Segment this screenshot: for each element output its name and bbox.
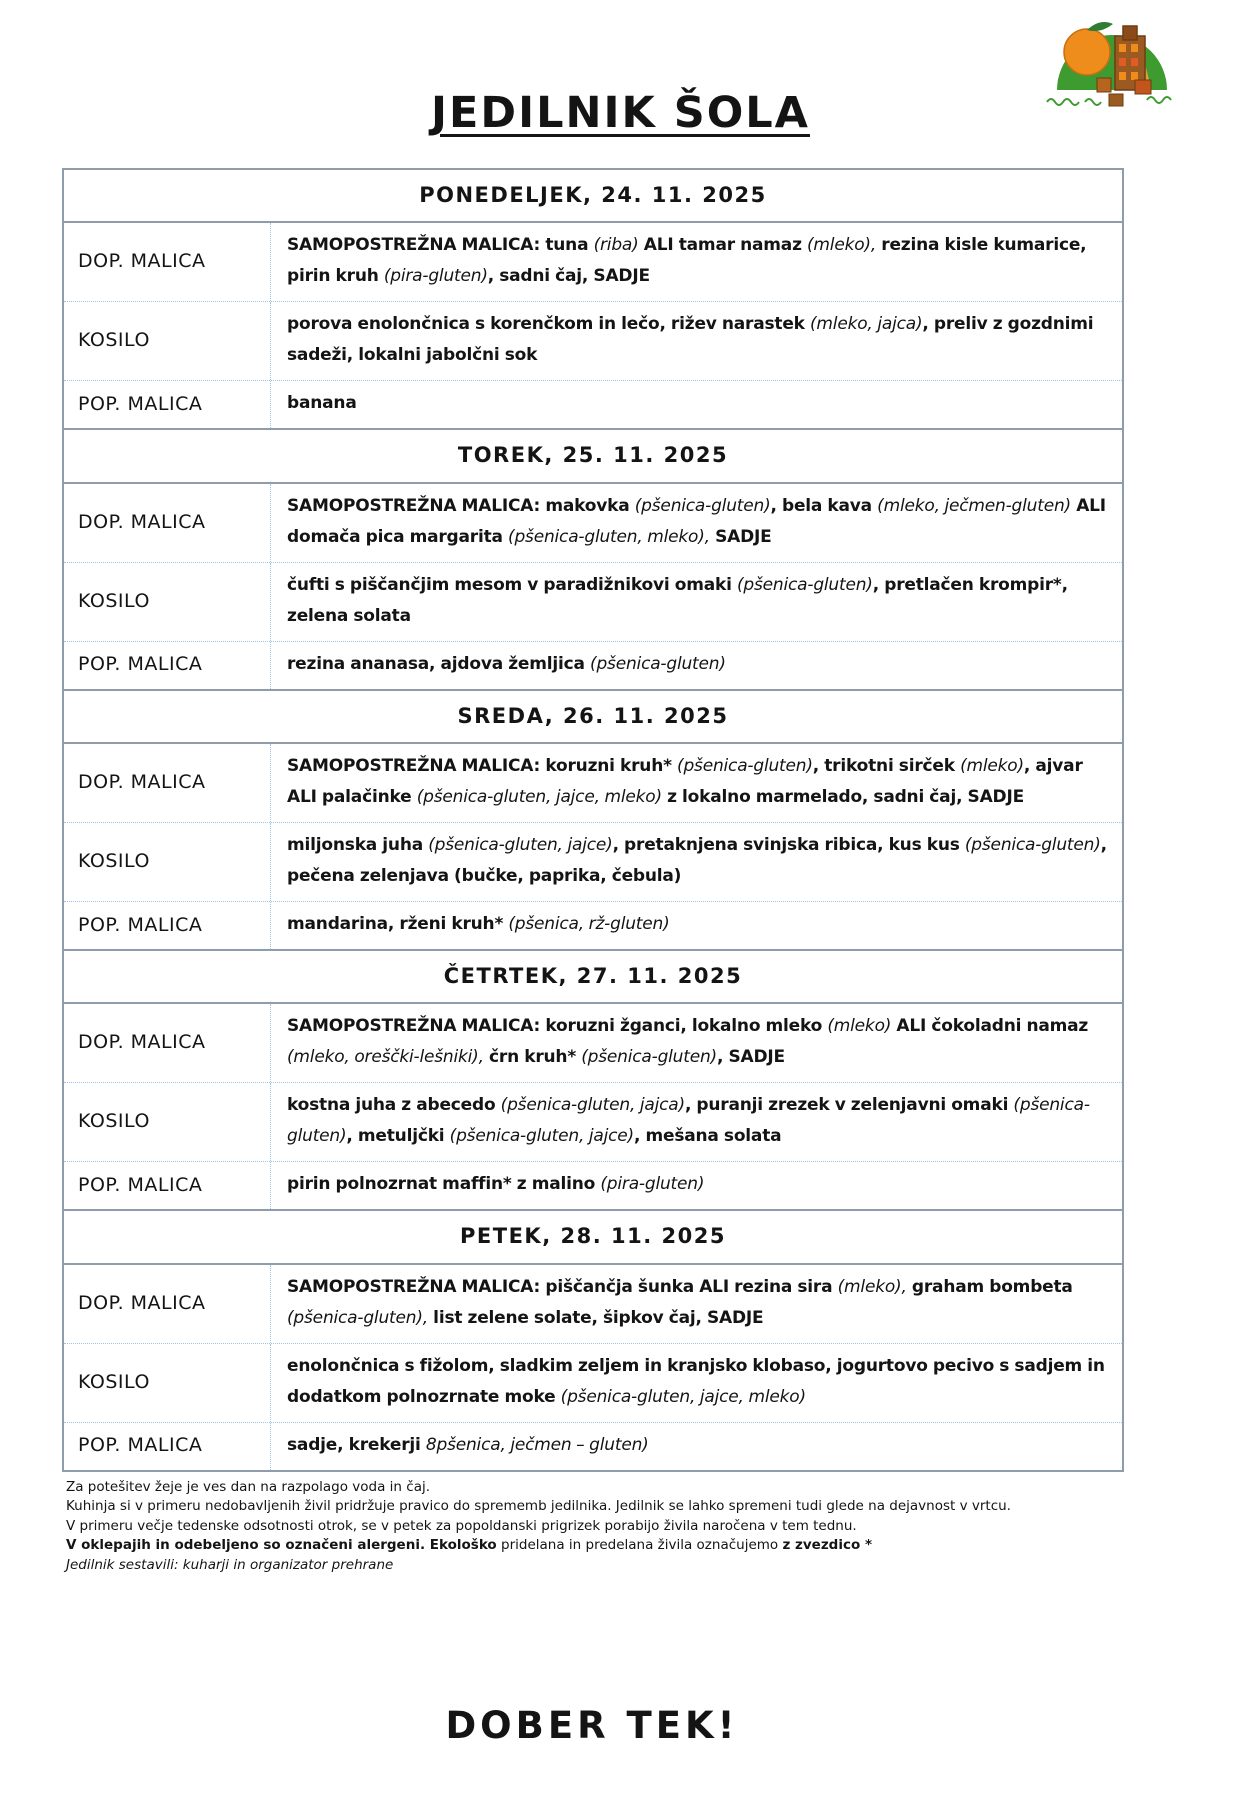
text-segment: V oklepajih in odebeljeno so označeni alergeni. Ekološko bbox=[66, 1537, 497, 1554]
text-segment: (mleko) bbox=[960, 756, 1024, 777]
menu-row bbox=[64, 484, 1122, 562]
text-segment: (mleko) bbox=[827, 1016, 892, 1037]
text-segment: (pšenica-gluten, jajca) bbox=[500, 1095, 685, 1116]
text-segment: , puranji zrezek v zelenjavni omaki bbox=[684, 1095, 1014, 1116]
text-segment: (pšenica, rž-gluten) bbox=[508, 914, 670, 935]
menu-row bbox=[64, 1082, 1122, 1161]
meal-description bbox=[271, 642, 1122, 689]
meal-description bbox=[271, 1004, 1122, 1082]
meal-label: KOSILO bbox=[64, 1083, 271, 1161]
text-segment: , bela kava bbox=[770, 495, 878, 516]
menu-row bbox=[64, 901, 1122, 949]
day-header: SREDA, 26. 11. 2025 bbox=[64, 689, 1122, 744]
text-segment: (mleko, jajca) bbox=[810, 314, 923, 335]
text-segment: (pšenica-gluten, jajce, mleko) bbox=[560, 1386, 806, 1407]
text-segment: čufti s piščančjim mesom v paradižnikovi omaki bbox=[287, 574, 737, 595]
meal-label: KOSILO bbox=[64, 302, 271, 380]
text-segment: (pšenica-gluten) bbox=[677, 756, 813, 777]
text-segment: pirin polnozrnat maffin* z malino bbox=[287, 1174, 601, 1195]
text-segment: (mleko, oreščki-lešniki), bbox=[287, 1047, 484, 1068]
text-segment: graham bombeta bbox=[906, 1276, 1073, 1297]
menu-row bbox=[64, 744, 1122, 822]
meal-label: DOP. MALICA bbox=[64, 1004, 271, 1082]
text-segment: , mešana solata bbox=[634, 1126, 782, 1147]
text-segment: 8pšenica, ječmen – gluten) bbox=[425, 1434, 649, 1455]
text-segment: (mleko), bbox=[807, 235, 877, 256]
menu-row bbox=[64, 223, 1122, 301]
text-segment: pridelana in predelana živila označujemo bbox=[496, 1537, 783, 1554]
menu-row bbox=[64, 562, 1122, 641]
day-block bbox=[64, 428, 1122, 688]
text-segment: SAMOPOSTREŽNA MALICA: koruzni žganci, lokalno mleko bbox=[287, 1016, 828, 1037]
meal-description bbox=[271, 1083, 1122, 1161]
text-segment: (pšenica-gluten) bbox=[581, 1047, 717, 1068]
meal-label: DOP. MALICA bbox=[64, 223, 271, 301]
day-block bbox=[64, 1209, 1122, 1469]
menu-row bbox=[64, 1161, 1122, 1209]
text-segment: z zvezdico * bbox=[782, 1537, 873, 1554]
meal-label: KOSILO bbox=[64, 563, 271, 641]
text-segment: (pšenica-gluten, mleko), bbox=[508, 526, 710, 547]
meal-label: POP. MALICA bbox=[64, 902, 271, 949]
footer-note-line bbox=[66, 1478, 1126, 1498]
meal-label: POP. MALICA bbox=[64, 1423, 271, 1470]
text-segment: (pšenica-gluten), bbox=[287, 1307, 428, 1328]
text-segment: , pretaknjena svinjska ribica, kus kus bbox=[612, 835, 965, 856]
menu-table bbox=[62, 168, 1124, 1472]
text-segment: (mleko), bbox=[837, 1276, 907, 1297]
text-segment: sadje, krekerji bbox=[287, 1434, 426, 1455]
page-title: JEDILNIK ŠOLA bbox=[431, 88, 810, 138]
menu-row bbox=[64, 822, 1122, 901]
text-segment: (pšenica-gluten) bbox=[634, 495, 771, 516]
text-segment: , sadni čaj, SADJE bbox=[487, 266, 650, 287]
text-segment: z lokalno marmelado, sadni čaj, SADJE bbox=[661, 787, 1025, 808]
day-header: PETEK, 28. 11. 2025 bbox=[64, 1209, 1122, 1264]
menu-row bbox=[64, 1343, 1122, 1422]
school-logo bbox=[1039, 14, 1183, 112]
menu-row bbox=[64, 1004, 1122, 1082]
text-segment: SAMOPOSTREŽNA MALICA: piščančja šunka ALI rezina sira bbox=[287, 1276, 838, 1297]
meal-label: POP. MALICA bbox=[64, 381, 271, 428]
meal-description bbox=[271, 1162, 1122, 1209]
meal-label: DOP. MALICA bbox=[64, 1265, 271, 1343]
text-segment: kostna juha z abecedo bbox=[287, 1095, 501, 1116]
text-segment: , ajvar ALI palačinke bbox=[287, 756, 1083, 808]
text-segment: V primeru večje tedenske odsotnosti otrok, se v petek za popoldanski prigrizek porabijo živila naročena v tem tednu. bbox=[66, 1517, 857, 1534]
text-segment: ALI domača pica margarita bbox=[287, 495, 1106, 547]
text-segment: ALI tamar namaz bbox=[638, 235, 807, 256]
text-segment: SAMOPOSTREŽNA MALICA: koruzni kruh* bbox=[287, 756, 678, 777]
meal-description bbox=[271, 902, 1122, 949]
meal-description bbox=[271, 484, 1122, 562]
text-segment: SAMOPOSTREŽNA MALICA: tuna bbox=[287, 235, 594, 256]
text-segment: , trikotni sirček bbox=[812, 756, 961, 777]
meal-label: POP. MALICA bbox=[64, 1162, 271, 1209]
text-segment: Za potešitev žeje je ves dan na razpolago voda in čaj. bbox=[66, 1478, 431, 1495]
meal-description bbox=[271, 823, 1122, 901]
text-segment: SAMOPOSTREŽNA MALICA: makovka bbox=[287, 495, 635, 516]
meal-description bbox=[271, 1344, 1122, 1422]
bon-appetit-text: DOBER TEK! bbox=[445, 1703, 739, 1747]
menu-row bbox=[64, 1265, 1122, 1343]
text-segment: miljonska juha bbox=[287, 835, 429, 856]
meal-description bbox=[271, 302, 1122, 380]
text-segment: Kuhinja si v primeru nedobavljenih živil pridržuje pravico do sprememb jedilnika. Jedilnik se lahko spremeni tudi glede na dejavnost v vrtcu. bbox=[66, 1498, 1011, 1515]
meal-description bbox=[271, 1265, 1122, 1343]
day-block bbox=[64, 949, 1122, 1209]
meal-description bbox=[271, 1423, 1122, 1470]
text-segment: (pšenica-gluten) bbox=[736, 574, 873, 595]
text-segment: , pečena zelenjava (bučke, paprika, čebula) bbox=[287, 835, 1107, 887]
footer-notes bbox=[66, 1478, 1126, 1576]
meal-description bbox=[271, 563, 1122, 641]
text-segment: , preliv z gozdnimi sadeži, lokalni jabolčni sok bbox=[287, 314, 1094, 366]
text-segment: črn kruh* bbox=[483, 1047, 582, 1068]
menu-row bbox=[64, 380, 1122, 428]
text-segment: (pšenica-gluten, jajce) bbox=[428, 835, 613, 856]
text-segment: rezina ananasa, ajdova žemljica bbox=[287, 653, 591, 674]
text-segment: (pšenica-gluten, jajce, mleko) bbox=[416, 787, 662, 808]
menu-row bbox=[64, 301, 1122, 380]
footer-note-line bbox=[66, 1497, 1126, 1517]
meal-description bbox=[271, 744, 1122, 822]
day-header: PONEDELJEK, 24. 11. 2025 bbox=[64, 170, 1122, 223]
text-segment: , pretlačen krompir*, zelena solata bbox=[287, 574, 1068, 626]
text-segment: porova enolončnica s korenčkom in lečo, rižev narastek bbox=[287, 314, 810, 335]
text-segment: mandarina, rženi kruh* bbox=[287, 914, 509, 935]
text-segment: (mleko, ječmen-gluten) bbox=[877, 495, 1071, 516]
text-segment: , metuljčki bbox=[346, 1126, 450, 1147]
footer-note-line bbox=[66, 1517, 1126, 1537]
meal-label: KOSILO bbox=[64, 823, 271, 901]
day-header: ČETRTEK, 27. 11. 2025 bbox=[64, 949, 1122, 1004]
day-block bbox=[64, 689, 1122, 949]
text-segment: (pira-gluten) bbox=[600, 1174, 705, 1195]
text-segment: , SADJE bbox=[717, 1047, 785, 1068]
text-segment: ALI čokoladni namaz bbox=[891, 1016, 1089, 1037]
meal-description bbox=[271, 223, 1122, 301]
footer-note-line bbox=[66, 1536, 1126, 1556]
school-logo-illustration bbox=[1039, 14, 1183, 112]
text-segment: list zelene solate, šipkov čaj, SADJE bbox=[427, 1307, 764, 1328]
text-segment: Jedilnik sestavili: kuharji in organizator prehrane bbox=[66, 1556, 394, 1573]
meal-label: DOP. MALICA bbox=[64, 484, 271, 562]
text-segment: banana bbox=[287, 393, 357, 414]
text-segment: (pšenica-gluten) bbox=[964, 835, 1101, 856]
text-segment: (pšenica-gluten) bbox=[590, 653, 726, 674]
footer-note-line bbox=[66, 1556, 1126, 1576]
text-segment: (pira-gluten) bbox=[383, 266, 488, 287]
meal-label: DOP. MALICA bbox=[64, 744, 271, 822]
text-segment: SADJE bbox=[709, 526, 772, 547]
day-block bbox=[64, 170, 1122, 428]
day-header: TOREK, 25. 11. 2025 bbox=[64, 428, 1122, 483]
menu-row bbox=[64, 641, 1122, 689]
text-segment: (riba) bbox=[593, 235, 639, 256]
meal-label: POP. MALICA bbox=[64, 642, 271, 689]
meal-label: KOSILO bbox=[64, 1344, 271, 1422]
text-segment: (pšenica-gluten) bbox=[287, 1095, 1090, 1147]
text-segment: (pšenica-gluten, jajce) bbox=[449, 1126, 634, 1147]
menu-row bbox=[64, 1422, 1122, 1470]
meal-description bbox=[271, 381, 1122, 428]
text-segment: enolončnica s fižolom, sladkim zeljem in kranjsko klobaso, jogurtovo pecivo s sadjem in dodatkom polnozrnate moke bbox=[287, 1355, 1105, 1407]
text-segment: rezina kisle kumarice, pirin kruh bbox=[287, 235, 1087, 287]
